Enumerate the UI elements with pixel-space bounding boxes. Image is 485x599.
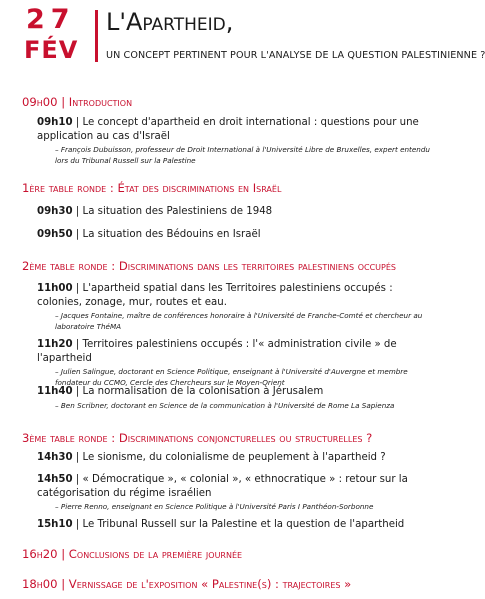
item-time: 14h30 [37,452,73,463]
item-speaker: – Ben Scribner, doctorant en Science de la communication à l'Université de Rome La Sapienza [55,400,395,410]
item-line [37,228,432,242]
section-introduction: 09h00 | Introduction [22,95,133,109]
item-time: 11h20 [37,339,73,350]
item-time: 09h50 [37,229,73,240]
item-text: | Le concept d'apartheid en droit international : questions pour une application au cas d'Israël [37,117,419,142]
item-text: | Le sionisme, du colonialisme de peuplement à l'apartheid ? [72,452,386,463]
item-time: 11h00 [37,283,73,294]
item-speaker: – Pierre Renno, enseignant en Science Politique à l'Université Paris I Panthéon-Sorbonne [55,502,374,511]
item-line [37,473,432,500]
item-time: 11h40 [37,386,73,397]
item-speaker: – Jacques Fontaine, maître de conférences honoraire à l'Université de Franche-Comté et chercheur au laboratoire ThéMA [55,311,423,331]
section-table-ronde-3: 3ème table ronde : Discriminations conjoncturelles ou structurelles ? [22,431,373,445]
page-title: L'Apartheid, [106,8,234,36]
header [0,0,485,80]
program-item-1100 [37,282,432,332]
program-item-1140 [37,385,432,411]
item-line [37,116,432,143]
item-time: 09h10 [37,117,73,128]
item-line [37,385,432,399]
program-item-1510 [37,518,432,532]
item-text: | Le Tribunal Russell sur la Palestine et la question de l'apartheid [72,519,405,530]
item-line [37,518,432,532]
section-table-ronde-2: 2ème table ronde : Discriminations dans les territoires palestiniens occupés [22,259,396,273]
item-text: | Territoires palestiniens occupés : l'« administration civile » de l'apartheid [37,339,397,364]
date-month: FÉV [24,36,79,64]
section-table-ronde-1: 1ère table ronde : État des discriminations en Israël [22,181,282,195]
item-text: | La situation des Bédouins en Israël [72,229,261,240]
item-time: 14h50 [37,474,73,485]
program-item-0930 [37,205,432,219]
program-item-1120 [37,338,432,388]
program-item-0910 [37,116,432,166]
item-text: | « Démocratique », « colonial », « ethnocratique » : retour sur la catégorisation du régime israélien [37,474,408,499]
date-day: 27 [26,4,76,35]
program-item-1450 [37,473,432,513]
item-line [37,205,432,219]
section-conclusions: 16h20 | Conclusions de la première journée [22,547,243,561]
item-time: 15h10 [37,519,73,530]
program-item-1430 [37,451,432,465]
item-speaker: – François Dubuisson, professeur de Droit International à l'Université Libre de Bruxelles, expert entendu lors du Tribunal Russell sur la Palestine [55,145,430,165]
program-item-0950 [37,228,432,242]
item-time: 09h30 [37,206,73,217]
item-text: | L'apartheid spatial dans les Territoires palestiniens occupés : colonies, zonage, mur, routes et eau. [37,283,393,308]
item-speaker: – Julien Salingue, doctorant en Science Politique, enseignant à l'Université d'Auvergne et membre fondateur du CCMO, Cercle des Chercheurs sur le Moyen-Orient [55,367,408,387]
item-line [37,338,432,365]
header-divider [95,10,98,62]
page-subtitle: UN CONCEPT PERTINENT POUR L'ANALYSE DE LA QUESTION PALESTINIENNE ? [106,50,485,61]
item-line [37,282,432,309]
item-line [37,451,432,465]
item-text: | La normalisation de la colonisation à Jérusalem [72,386,324,397]
item-text: | La situation des Palestiniens de 1948 [72,206,273,217]
section-vernissage: 18h00 | Vernissage de l'exposition « Palestine(s) : trajectoires » [22,577,352,591]
